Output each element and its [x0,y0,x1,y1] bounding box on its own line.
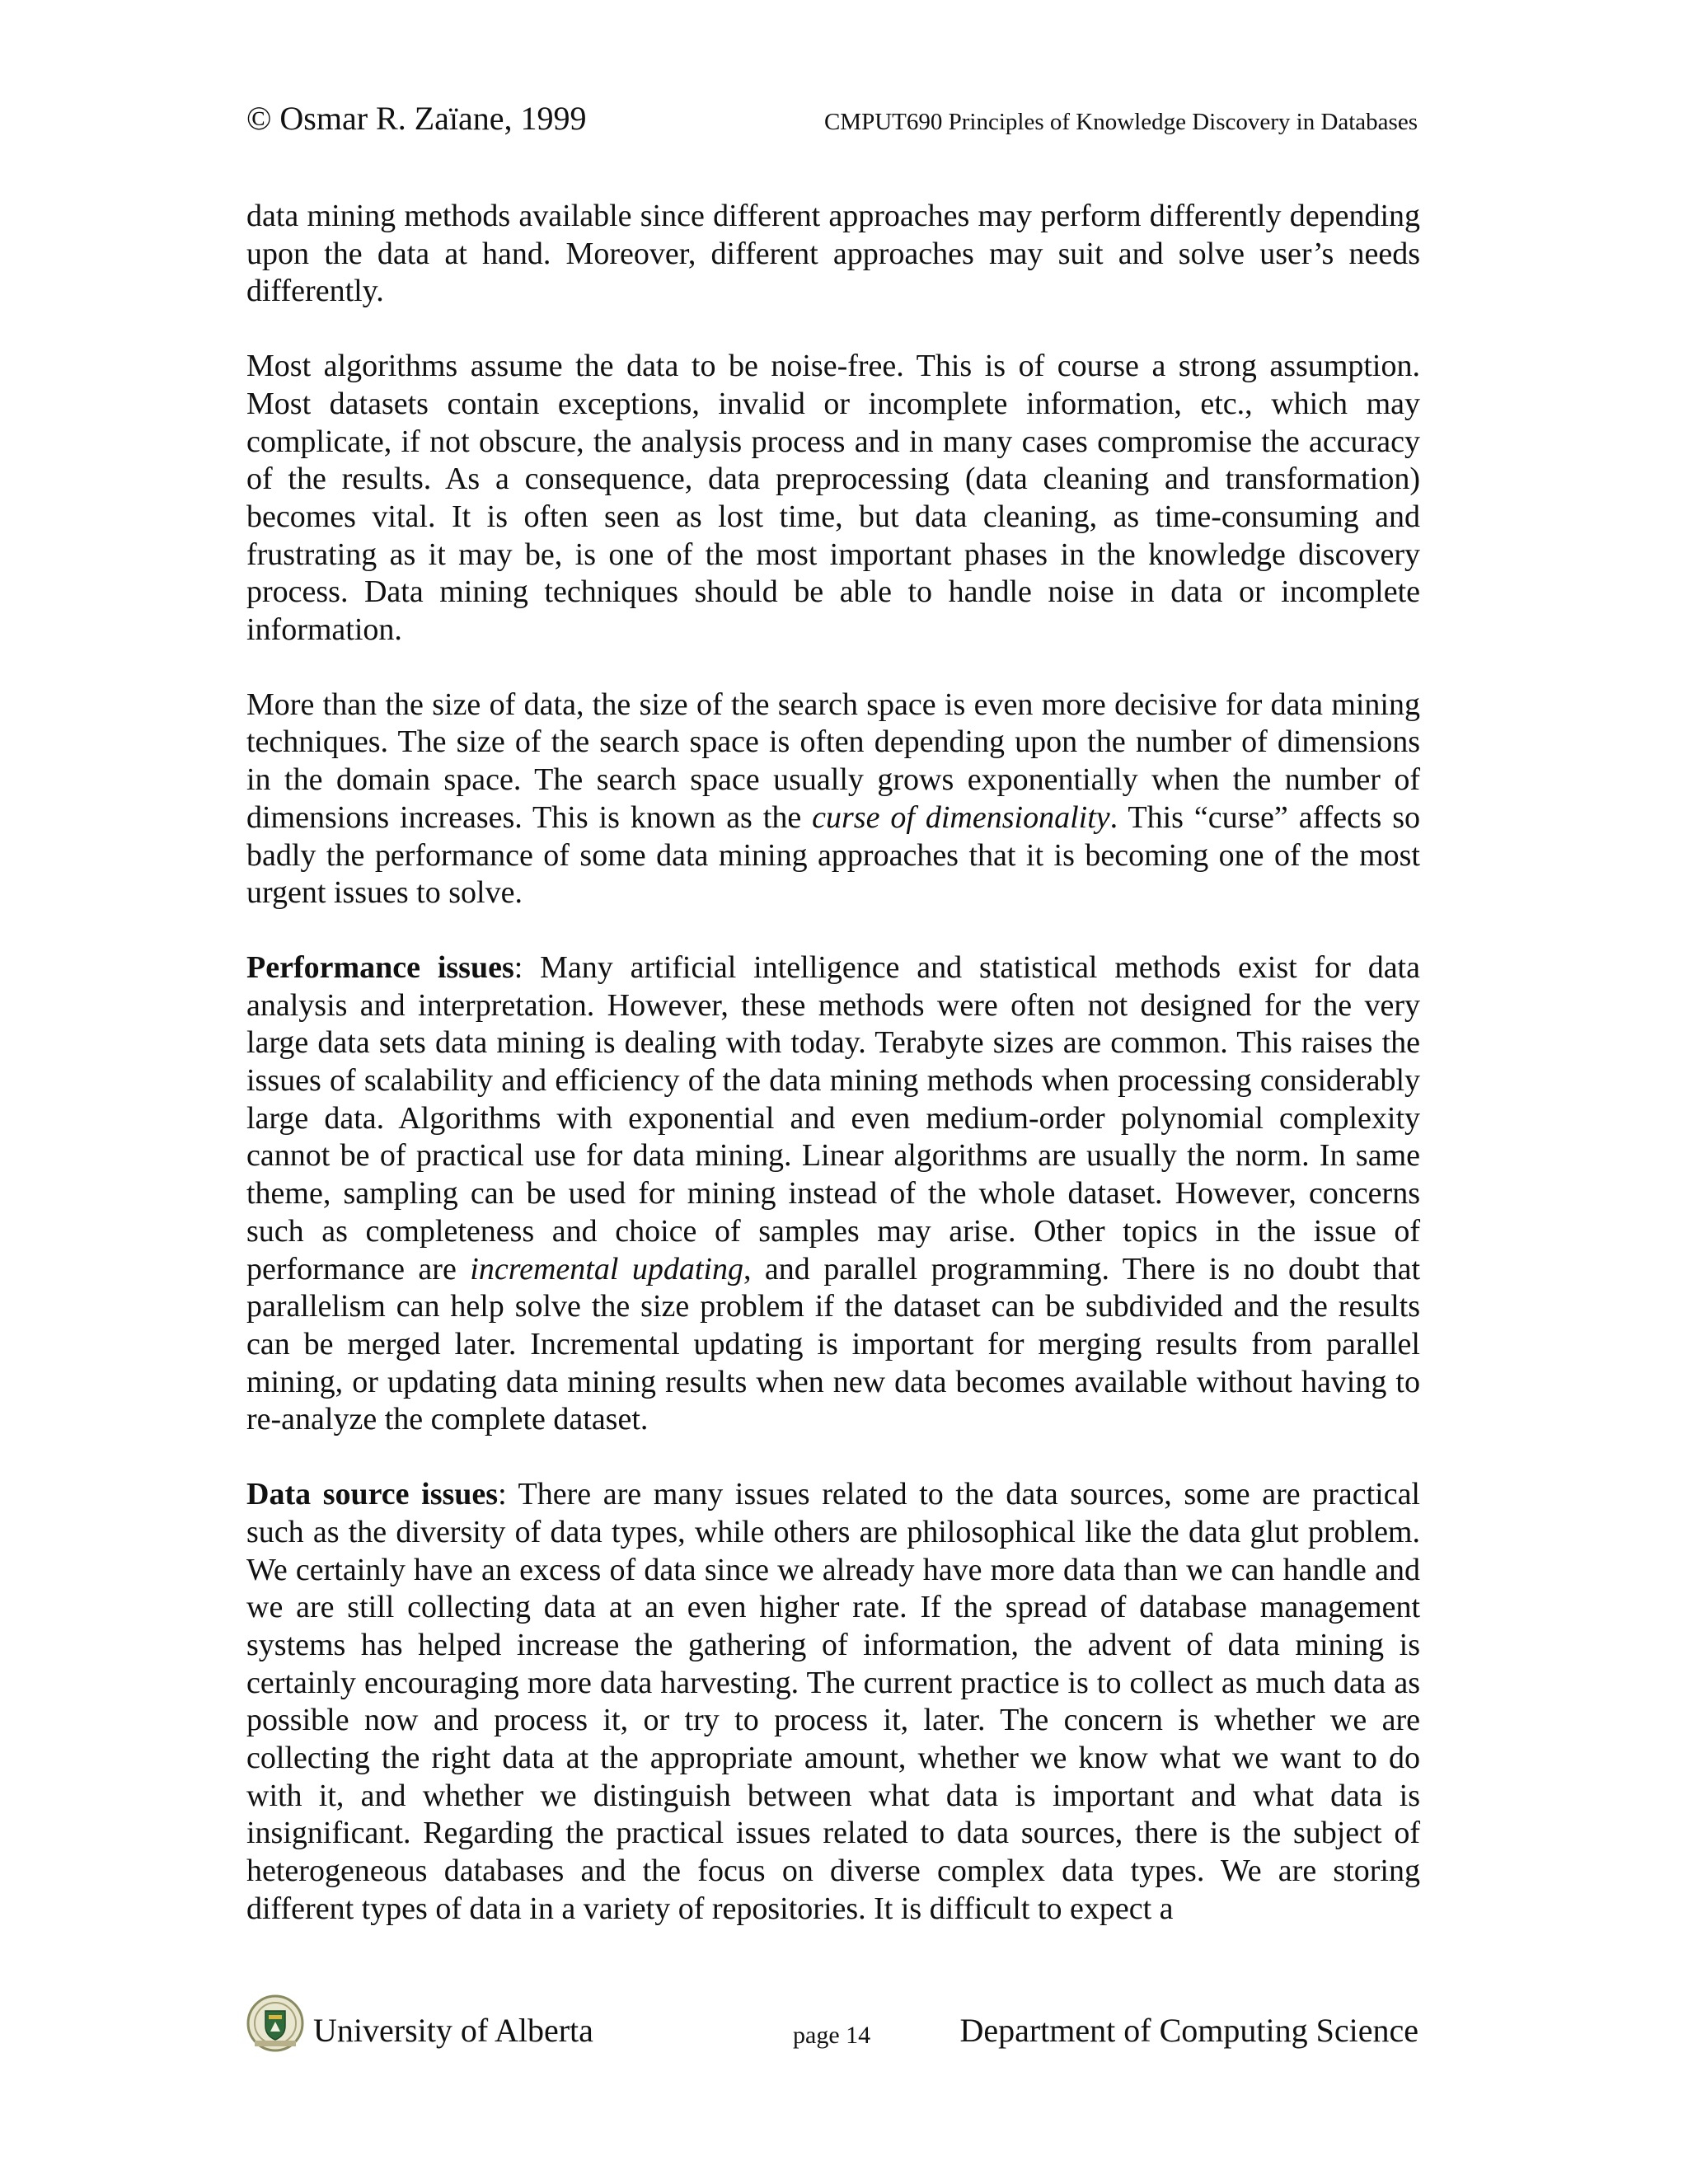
paragraph-text: . This “curse” affects so badly the performance of some data mining approaches that it is becoming one of the most urgent issues to solve. [246,799,1420,911]
paragraph-text: More than the size of data, the size of the search space is even more decisive for data mining techniques. The size of the search space is often depending upon the number of dimensions in the domain space. The search space usually grows exponentially when the number of dimensions increases. This is known as the [246,687,1420,835]
paragraph-text: Most algorithms assume the data to be noise-free. This is of course a strong assumption. Most datasets contain exceptions, invalid or incomplete information, etc., which may complicate, if not obscure, the analysis process and in many cases compromise the accuracy of the results. As a consequence, data preprocessing (data cleaning and transformation) becomes vital. It is often seen as lost time, but data cleaning, as time-consuming and frustrating as it may be, is one of the most important phases in the knowledge discovery process. Data mining techniques should be able to handle noise in data or incomplete information. [246,349,1420,648]
section-heading: Data source issues [246,1477,499,1512]
emphasis-term: incremental updating [470,1251,743,1286]
footer-university: University of Alberta [313,2012,593,2049]
paragraph-text: , and parallel programming. There is no doubt that parallelism can help solve the size problem if the dataset can be subdivided and the results can be merged later. Incremental updating is important for merging results from parallel mining, or updating data mining results when new data becomes available without having to re-analyze the complete dataset. [246,1251,1421,1437]
paragraph-noise [246,348,1420,649]
university-crest-icon [245,1993,306,2054]
paragraph-dimensionality [246,687,1420,912]
paragraph-text: data mining methods available since different approaches may perform differently depending upon the data at hand. Moreover, different approaches may suit and solve user’s needs differently. [246,199,1420,309]
emphasis-term: curse of dimensionality [812,799,1110,835]
paragraph-text: : There are many issues related to the data sources, some are practical such as the diversity of data types, while others are philosophical like the data glut problem. We certainly have an excess of data since we already have more data than we can handle and we are still collecting data at an even higher rate. If the spread of database management systems has helped increase the gathering of information, the advent of data mining is certainly encouraging more data harvesting. The current practice is to collect as much data as possible now and process it, or try to process it, later. The concern is whether we are collecting the right data at the appropriate amount, whether we know what we want to do with it, and whether we distinguish between what data is important and what data is insignificant. Regarding the practical issues related to data sources, there is the subject of heterogeneous databases and the focus on diverse complex data types. We are storing different types of data in a variety of repositories. It is difficult to expect a [246,1477,1420,1926]
footer-department: Department of Computing Science [959,2012,1418,2049]
paragraph-performance [246,949,1420,1439]
header-author: © Osmar R. Zaïane, 1999 [246,100,587,137]
paragraph-data-source [246,1476,1420,1928]
paragraph-text: : Many artificial intelligence and statistical methods exist for data analysis and interpretation. However, these methods were often not designed for the very large data sets data mining is dealing with today. Terabyte sizes are common. This raises the issues of scalability and efficiency of the data mining methods when processing considerably large data. Algorithms with exponential and even medium-order polynomial complexity cannot be of practical use for data mining. Linear algorithms are usually the norm. In same theme, sampling can be used for mining instead of the whole dataset. However, concerns such as completeness and choice of samples may arise. Other topics in the issue of performance are [246,949,1420,1286]
section-heading: Performance issues [246,949,514,985]
header-course-title: CMPUT690 Principles of Knowledge Discovery in Databases [823,109,1418,135]
footer-page-number: page 14 [793,2022,871,2049]
page-body [246,198,1420,1966]
paragraph-methods [246,198,1420,311]
